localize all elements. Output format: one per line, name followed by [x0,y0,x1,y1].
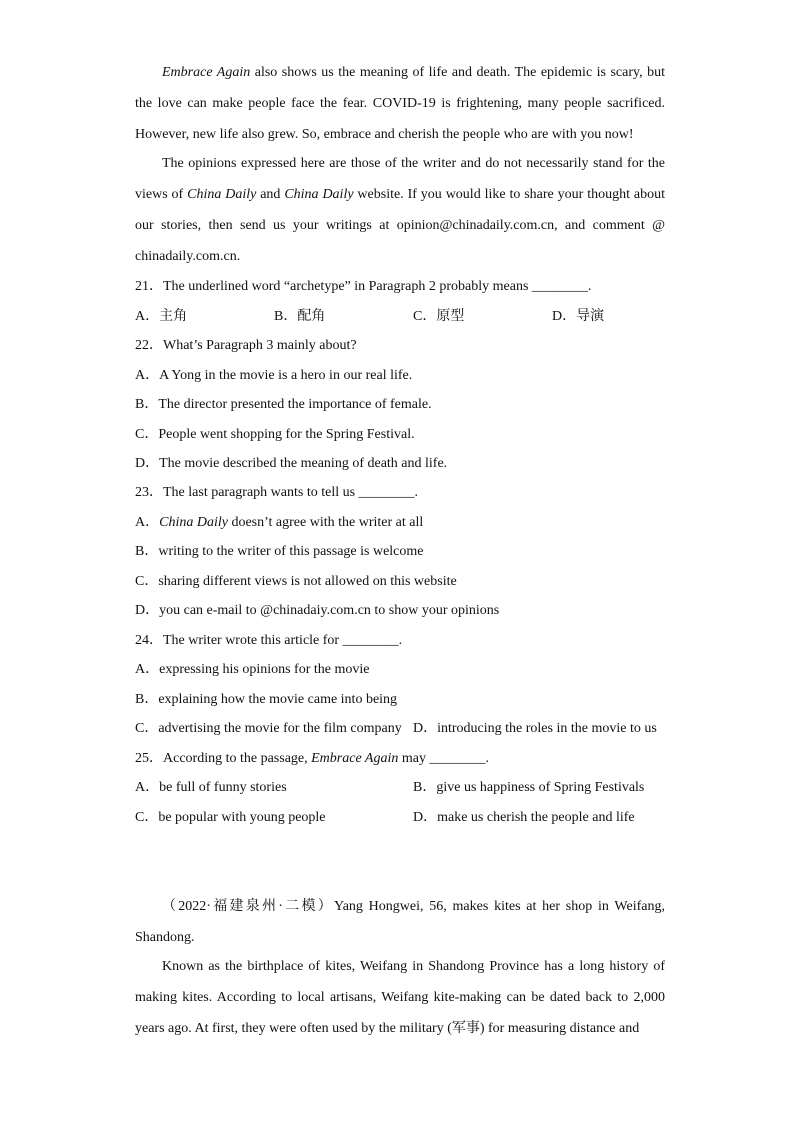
question-24-stem: 24．The writer wrote this article for ________. [135,633,403,648]
question-23-stem: 23．The last paragraph wants to tell us ________. [135,485,419,500]
question-22-option-b: B．The director presented the importance of female. [135,397,432,412]
movie-title: Embrace Again [311,751,399,766]
question-25-stem: 25．According to the passage, Embrace Again may ________. [135,751,489,766]
question-24-option-a: A．expressing his opinions for the movie [135,662,370,677]
question-24-option-c: C．advertising the movie for the film company [135,721,402,736]
newspaper-name: China Daily [159,515,228,530]
question-24-option-b: B．explaining how the movie came into being [135,692,398,707]
question-21-option-d: D．导演 [552,309,605,324]
newspaper-name: China Daily [284,187,354,202]
question-21-option-c: C．原型 [413,309,465,324]
question-23-option-a: A．China Daily doesn’t agree with the writer at all [135,515,424,530]
passage2-paragraph-1: （2022·福建泉州·二模）Yang Hongwei, 56, makes kites at her shop in Weifang, Shandong. [135,899,665,945]
passage2-paragraph-2: Known as the birthplace of kites, Weifang in Shandong Province has a long history of making kites. According to local artisans, Weifang kite-making can be dated back to 2,000 years ago. At first, they were often used by the military (军事) for measuring distance and [135,959,665,1036]
question-24-option-d: D．introducing the roles in the movie to us [413,721,657,736]
question-21-stem: 21．The underlined word “archetype” in Paragraph 2 probably means ________. [135,279,592,294]
question-23-option-b: B．writing to the writer of this passage is welcome [135,544,424,559]
question-25-option-d: D．make us cherish the people and life [413,810,635,825]
newspaper-name: China Daily [187,187,257,202]
question-25-option-b: B．give us happiness of Spring Festivals [413,780,645,795]
question-25-option-a: A．be full of funny stories [135,780,287,795]
question-25-option-c: C．be popular with young people [135,810,326,825]
question-21-option-a: A．主角 [135,309,188,324]
question-22-option-d: D．The movie described the meaning of death and life. [135,456,448,471]
passage1-paragraph-1: Embrace Again also shows us the meaning of life and death. The epidemic is scary, but the love can make people face the fear. COVID-19 is frightening, many people sacrificed. However, new life also grew. So, embrace and cherish the people who are with you now! [135,65,665,142]
movie-title: Embrace Again [162,65,251,80]
question-22-option-a: A．A Yong in the movie is a hero in our real life. [135,368,413,383]
question-23-option-c: C．sharing different views is not allowed on this website [135,574,457,589]
passage1-paragraph-2: The opinions expressed here are those of the writer and do not necessarily stand for the views of China Daily and China Daily website. If you would like to share your thought about our stories, then send us your writings at opinion@chinadaily.com.cn, and comment @ chinadaily.com.cn. [135,156,665,264]
question-21-option-b: B．配角 [274,309,326,324]
question-22-stem: 22．What’s Paragraph 3 mainly about? [135,338,357,353]
question-22-option-c: C．People went shopping for the Spring Festival. [135,427,415,442]
question-23-option-d: D．you can e-mail to @chinadaiy.com.cn to show your opinions [135,603,500,618]
